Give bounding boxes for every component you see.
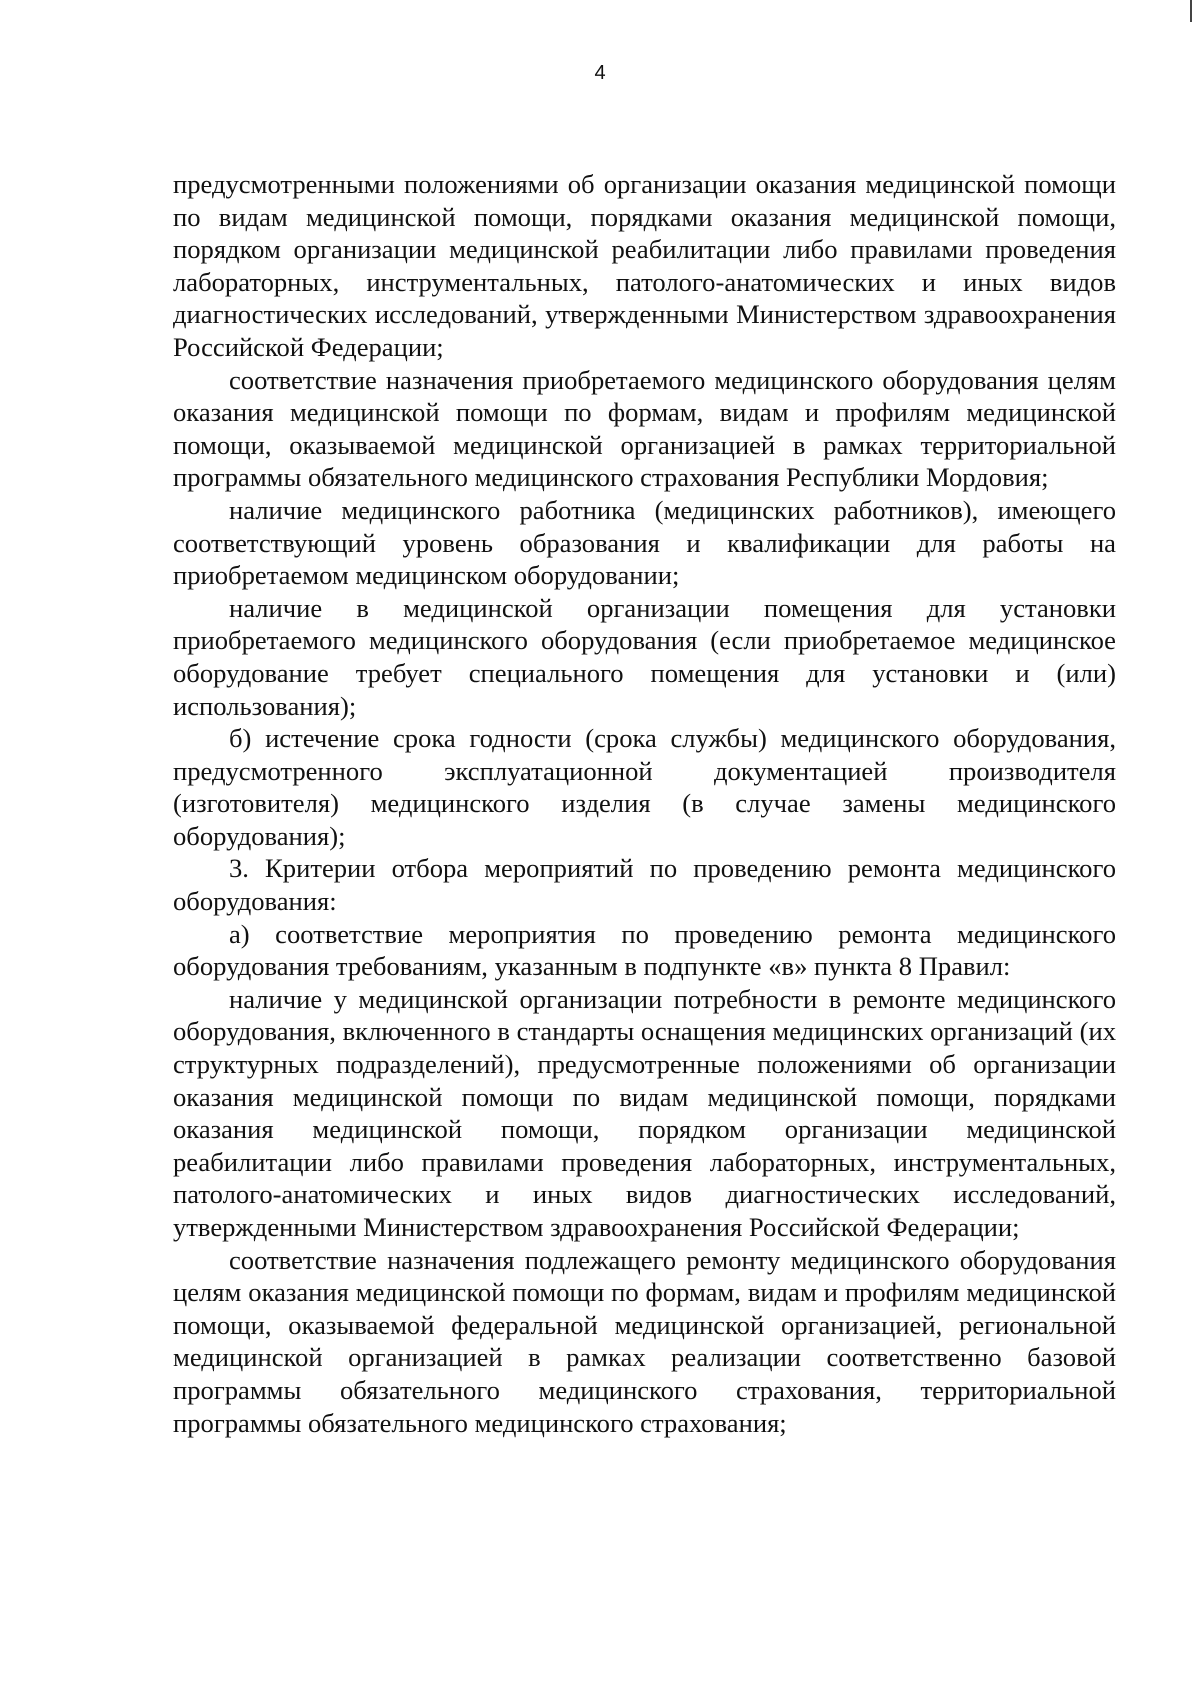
paragraph: 3. Критерии отбора мероприятий по проведению ремонта медицинского оборудования: (173, 853, 1116, 917)
page-number: 4 (594, 62, 606, 84)
paragraph: соответствие назначения подлежащего ремонту медицинского оборудования целям оказания медицинской помощи по формам, видам и профилям медицинской помощи, оказываемой федеральной медицинской организацией, региональной медицинской организацией в рамках реализации соответственно базовой программы обязательного медицинского страхования, территориальной программы обязательного медицинского страхования; (173, 1244, 1116, 1438)
paragraph: наличие в медицинской организации помещения для установки приобретаемого медицинского оборудования (если приобретаемое медицинское оборудование требует специального помещения для установки и (или) использования); (173, 592, 1116, 721)
document-body (173, 168, 1116, 1439)
scan-corner-mark (1184, 0, 1192, 22)
paragraph: б) истечение срока годности (срока службы) медицинского оборудования, предусмотренного эксплуатационной документацией производителя (изготовителя) медицинского изделия (в случае замены медицинского оборудования); (173, 723, 1116, 851)
paragraph: соответствие назначения приобретаемого медицинского оборудования целям оказания медицинской помощи по формам, видам и профилям медицинской помощи, оказываемой медицинской организацией в рамках территориальной программы обязательного медицинского страхования Республики Мордовия; (173, 364, 1116, 493)
paragraph: наличие медицинского работника (медицинских работников), имеющего соответствующий уровень образования и квалификации для работы на приобретаемом медицинском оборудовании; (173, 494, 1116, 591)
paragraph: предусмотренными положениями об организации оказания медицинской помощи по видам медицинской помощи, порядками оказания медицинской помощи, порядком организации медицинской реабилитации либо правилами проведения лабораторных, инструментальных, патолого-анатомических и иных видов диагностических исследований, утвержденными Министерством здравоохранения Российской Федерации; (173, 169, 1116, 362)
paragraph: а) соответствие мероприятия по проведению ремонта медицинского оборудования требованиям, указанным в подпункте «в» пункта 8 Правил: (173, 918, 1116, 982)
paragraph: наличие у медицинской организации потребности в ремонте медицинского оборудования, включенного в стандарты оснащения медицинских организаций (их структурных подразделений), предусмотренные положениями об организации оказания медицинской помощи по видам медицинской помощи, порядками оказания медицинской помощи, порядком организации медицинской реабилитации либо правилами проведения лабораторных, инструментальных, патолого-анатомических и иных видов диагностических исследований, утвержденными Министерством здравоохранения Российской Федерации; (173, 983, 1116, 1242)
